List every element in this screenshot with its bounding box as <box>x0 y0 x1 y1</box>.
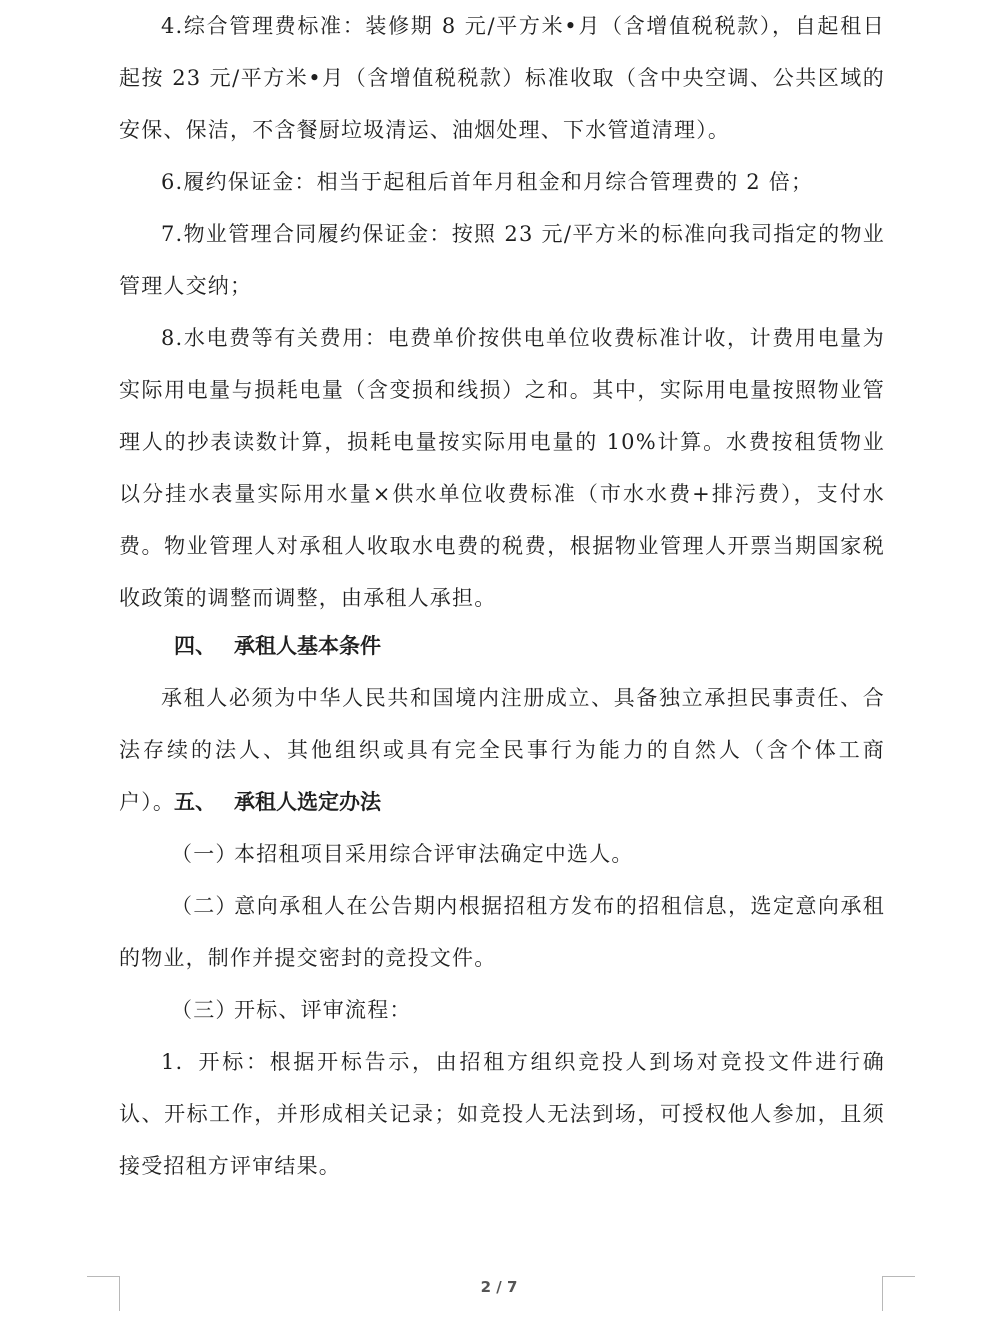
section-title: 承租人选定办法 <box>234 790 381 814</box>
list-item <box>119 880 885 984</box>
list-item <box>119 828 885 880</box>
list-item-text: 开标、评审流程： <box>234 998 412 1022</box>
list-item-marker: （一） <box>171 842 238 866</box>
list-item-marker: （三） <box>171 998 238 1022</box>
section-title: 承租人基本条件 <box>234 634 381 658</box>
section-number: 五、 <box>174 790 216 814</box>
section-number: 四、 <box>174 634 216 658</box>
paragraph-utility-fees: 8.水电费等有关费用：电费单价按供电单位收费标准计收，计费用电量为实际用电量与损耗电量（含变损和线损）之和。其中，实际用电量按照物业管理人的抄表读数计算，损耗电量按实际用电量的 10%计算。水费按租赁物业以分挂水表量实际用水量×供水单位收费标准（市水水费+排污费），支付水费。物业管理人对承租人收取水电费的税费，根据物业管理人开票当期国家税收政策的调整而调整，由承租人承担。 <box>119 326 885 610</box>
list-item-text: 本招租项目采用综合评审法确定中选人。 <box>234 842 634 866</box>
list-item <box>119 984 885 1036</box>
step-marker: 1. <box>161 1050 184 1074</box>
step-text: 开标：根据开标告示，由招租方组织竞投人到场对竞投文件进行确认、开标工作，并形成相关记录；如竞投人无法到场，可授权他人参加，且须接受招租方评审结果。 <box>119 1050 885 1178</box>
list-item-marker: （二） <box>171 894 238 918</box>
section-heading-5 <box>119 776 885 828</box>
page-number: 2 / 7 <box>480 1278 518 1296</box>
paragraph-management-fee: 4.综合管理费标准：装修期 8 元/平方米•月（含增值税税款），自起租日起按 23 元/平方米•月（含增值税税款）标准收取（含中央空调、公共区域的安保、保洁，不含餐厨垃圾清运、油烟处理、下水管道清理）。 <box>119 14 885 142</box>
section-heading-4 <box>119 620 885 672</box>
paragraph-tenant-conditions: 承租人必须为中华人民共和国境内注册成立、具备独立承担民事责任、合法存续的法人、其他组织或具有完全民事行为能力的自然人（含个体工商户）。 <box>119 686 885 814</box>
paragraph-performance-deposit: 6.履约保证金：相当于起租后首年月租金和月综合管理费的 2 倍； <box>161 170 814 194</box>
list-item-text: 意向承租人在公告期内根据招租方发布的招租信息，选定意向承租的物业，制作并提交密封的竞投文件。 <box>119 894 885 970</box>
paragraph-property-contract-deposit: 7.物业管理合同履约保证金：按照 23 元/平方米的标准向我司指定的物业管理人交纳； <box>119 222 885 298</box>
page-corner-mark-right <box>882 1276 915 1311</box>
step-item <box>119 1036 885 1192</box>
